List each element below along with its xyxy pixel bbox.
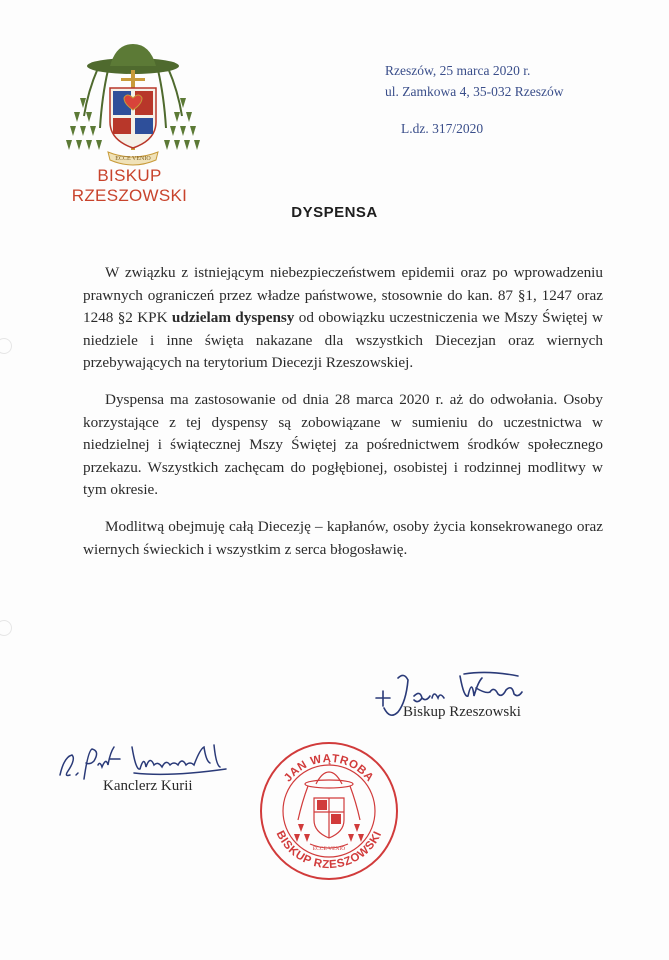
letterhead-meta — [385, 60, 564, 136]
document-title: DYSPENSA — [291, 204, 378, 221]
reference-number: L.dz. 317/2020 — [401, 121, 484, 136]
stamp-top-text: JAN WĄTROBA — [282, 752, 376, 785]
place-date: Rzeszów, 25 marca 2020 r. — [385, 63, 531, 78]
svg-text:ECCE VENIO: ECCE VENIO — [312, 846, 346, 852]
document-body — [83, 262, 603, 575]
bishop-signature-label: Biskup Rzeszowski — [403, 704, 521, 720]
chancellor-label: Kanclerz Kurii — [103, 778, 193, 794]
paragraph-2: Dyspensa ma zastosowanie od dnia 28 marca 2020 r. aż do odwołania. Osoby korzystające z tej dyspensy są zobowiązane w sumieniu do uczestnictwa w niedzielnej i świątecznej Mszy Świętej za pośrednictwem środków społecznego przekazu. Wszystkich zachęcam do pogłębionej, osobistej i rodzinnej modlitwy w tym okresie. — [83, 390, 603, 499]
punch-hole — [0, 620, 12, 636]
svg-text:ECCE VENIO: ECCE VENIO — [115, 156, 151, 162]
punch-hole — [0, 338, 12, 354]
svg-text:BISKUP RZESZOWSKI: BISKUP RZESZOWSKI — [273, 829, 385, 872]
address: ul. Zamkowa 4, 35-032 Rzeszów — [385, 84, 564, 99]
seal-stamp-icon — [258, 740, 400, 882]
paragraph-1: W związku z istniejącym niebezpieczeństwem epidemii oraz po wprowadzeniu prawnych ograniczeń przez władze państwowe, stosownie do kan. 87 §1, 1247 oraz 1248 §2 KPK udzielam dyspensy od obowiązku uczestniczenia we Mszy Świętej w niedziele i inne święta nakazane dla wszystkich Diecezjan oraz wiernych przebywających na terytorium Diecezji Rzeszowskiej. — [83, 264, 604, 372]
paragraph-3: Modlitwą obejmuję całą Diecezję – kapłanów, osoby życia konsekrowanego oraz wiernych świeckich i wszystkim z serca błogosławię. — [83, 517, 603, 558]
bishop-caption: BISKUP RZESZOWSKI — [71, 166, 188, 205]
coat-of-arms-icon — [58, 36, 208, 176]
dispensation-emphasis: udzielam dyspensy — [171, 309, 295, 327]
